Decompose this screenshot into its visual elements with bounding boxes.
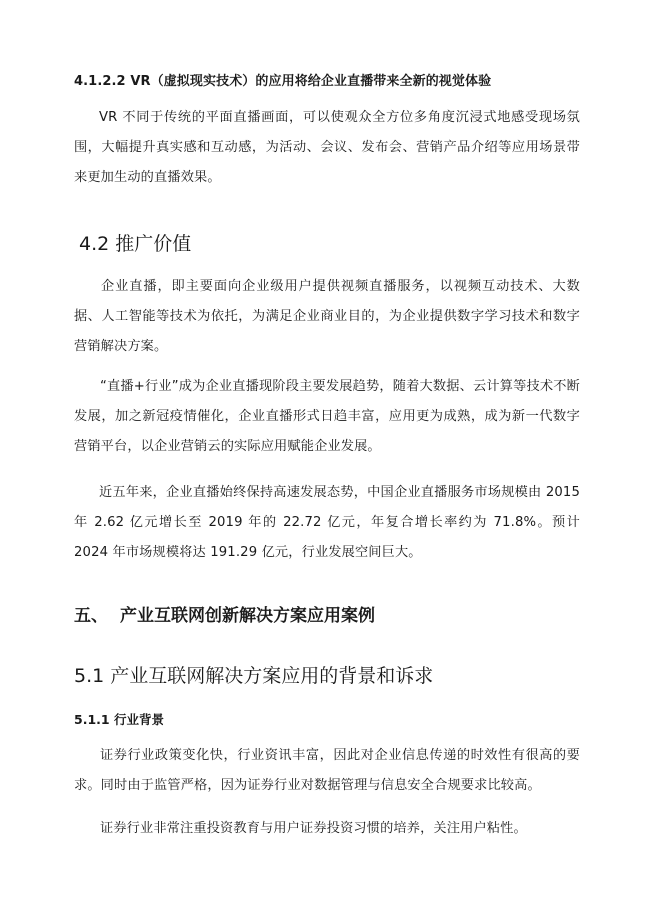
- promo-paragraph-3: 近五年来，企业直播始终保持高速发展态势，中国企业直播服务市场规模由 2015 年 2.62 亿元增长至 2019 年的 22.72 亿元，年复合增长率约为 71.8%。预计 2024 年市场规模将达 191.29 亿元，行业发展空间巨大。: [74, 485, 580, 560]
- section-5-1-heading: 5.1 产业互联网解决方案应用的背景和诉求: [74, 665, 434, 687]
- vr-subsection-heading: 4.1.2.2 VR（虚拟现实技术）的应用将给企业直播带来全新的视觉体验: [74, 74, 492, 89]
- chapter-title: 产业互联网创新解决方案应用案例: [120, 606, 375, 626]
- promo-value-heading: 4.2 推广价值: [79, 233, 192, 255]
- promo-paragraph-2: “直播+行业”成为企业直播现阶段主要发展趋势，随着大数据、云计算等技术不断发展，加之新冠疫情催化，企业直播形式日趋丰富，应用更为成熟，成为新一代数字营销平台，以企业营销云的实际应用赋能企业发展。: [74, 379, 580, 454]
- section-5-1-1-heading: 5.1.1 行业背景: [74, 712, 164, 727]
- background-paragraph-2: 证券行业非常注重投资教育与用户证券投资习惯的培养，关注用户粘性。: [100, 821, 527, 836]
- chapter-heading: [74, 601, 375, 626]
- vr-paragraph: VR 不同于传统的平面直播画面，可以使观众全方位多角度沉浸式地感受现场氛围，大幅提升真实感和互动感，为活动、会议、发布会、营销产品介绍等应用场景带来更加生动的直播效果。: [74, 110, 580, 185]
- chapter-number: 五、: [74, 606, 108, 626]
- promo-paragraph-1: 企业直播，即主要面向企业级用户提供视频直播服务，以视频互动技术、大数据、人工智能等技术为依托，为满足企业商业目的，为企业提供数字学习技术和数字营销解决方案。: [74, 279, 580, 354]
- background-paragraph-1: 证券行业政策变化快，行业资讯丰富，因此对企业信息传递的时效性有很高的要求。同时由于监管严格，因为证券行业对数据管理与信息安全合规要求比较高。: [74, 748, 580, 793]
